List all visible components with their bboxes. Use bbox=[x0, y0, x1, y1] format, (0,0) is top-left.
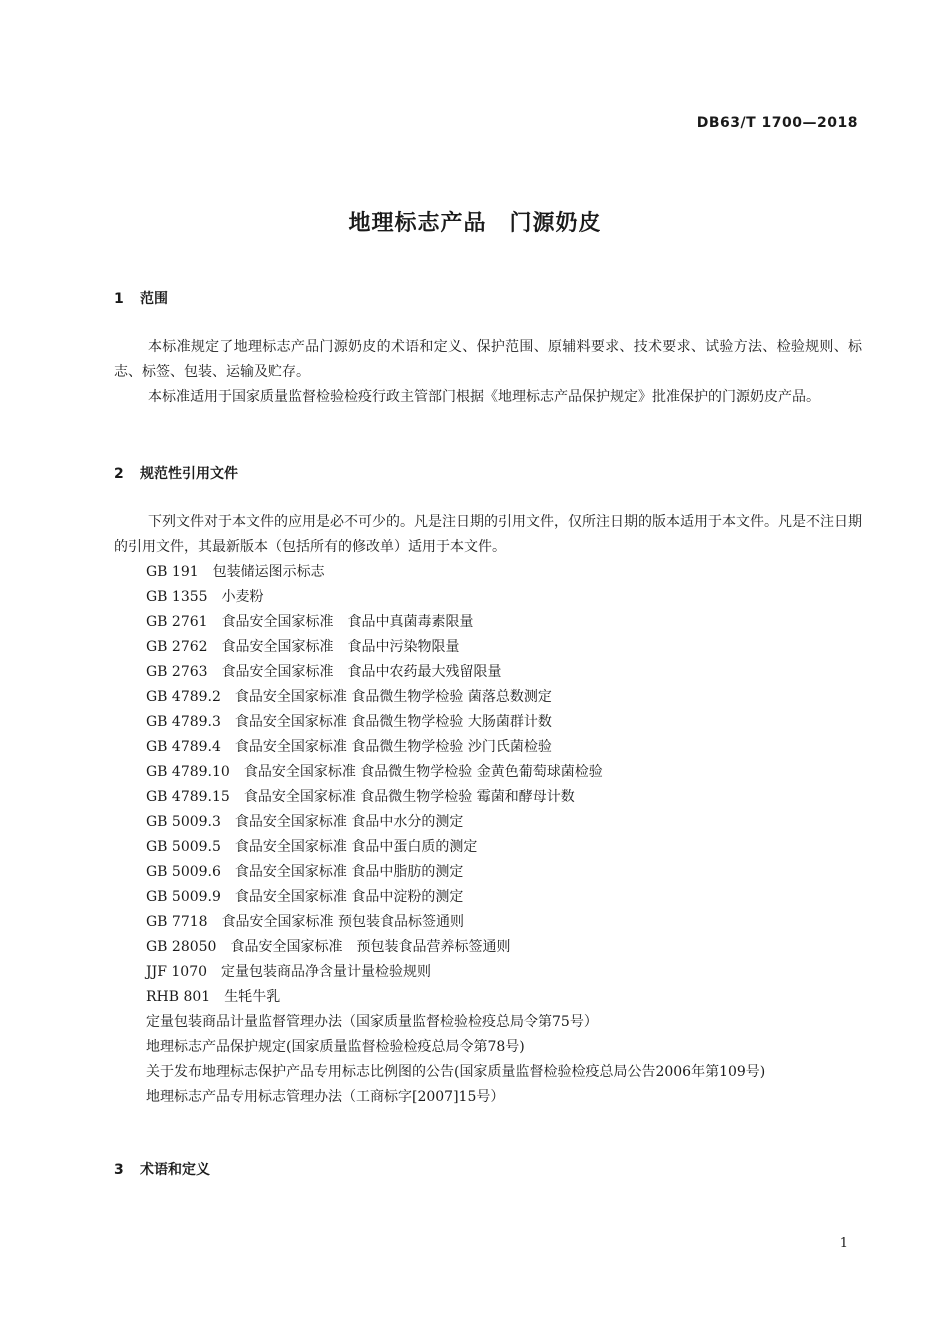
reference-title: 食品安全国家标准 食品中真菌毒素限量 bbox=[221, 614, 474, 630]
reference-item bbox=[146, 785, 862, 810]
reference-title: 地理标志产品专用标志管理办法（工商标字[2007]15号） bbox=[146, 1089, 505, 1105]
reference-item bbox=[146, 735, 862, 760]
reference-code: GB 191 bbox=[146, 564, 199, 580]
reference-title: 食品安全国家标准 食品中脂肪的测定 bbox=[234, 864, 464, 880]
reference-code: GB 4789.2 bbox=[146, 689, 221, 705]
reference-code: GB 4789.10 bbox=[146, 764, 230, 780]
reference-title: 食品安全国家标准 食品微生物学检验 菌落总数测定 bbox=[234, 689, 552, 705]
reference-item bbox=[146, 835, 862, 860]
document-title: 地理标志产品 门源奶皮 bbox=[348, 211, 602, 236]
reference-code: GB 5009.3 bbox=[146, 814, 221, 830]
reference-item bbox=[146, 885, 862, 910]
section-heading-terms-definitions bbox=[114, 1159, 210, 1179]
page-number: 1 bbox=[839, 1236, 848, 1251]
reference-title: 食品安全国家标准 食品中污染物限量 bbox=[221, 639, 460, 655]
reference-title: 食品安全国家标准 食品中蛋白质的测定 bbox=[234, 839, 478, 855]
reference-title: 定量包装商品净含量计量检验规则 bbox=[221, 964, 432, 980]
reference-code: GB 2761 bbox=[146, 614, 208, 630]
reference-title: 食品安全国家标准 食品中农药最大残留限量 bbox=[221, 664, 502, 680]
reference-title: 食品安全国家标准 预包装食品标签通则 bbox=[221, 914, 465, 930]
reference-list bbox=[146, 560, 862, 1110]
reference-title: 食品安全国家标准 食品中淀粉的测定 bbox=[234, 889, 464, 905]
scope-paragraph-2: 本标准适用于国家质量监督检验检疫行政主管部门根据《地理标志产品保护规定》批准保护的门源奶皮产品。 bbox=[148, 389, 820, 405]
reference-title: 食品安全国家标准 食品微生物学检验 沙门氏菌检验 bbox=[234, 739, 552, 755]
reference-title: 地理标志产品保护规定(国家质量监督检验检疫总局令第78号) bbox=[146, 1039, 525, 1055]
reference-title: 食品安全国家标准 食品微生物学检验 大肠菌群计数 bbox=[234, 714, 552, 730]
reference-item bbox=[146, 910, 862, 935]
section-heading-normative-references bbox=[114, 463, 238, 483]
reference-item bbox=[146, 960, 862, 985]
section-number: 1 bbox=[114, 291, 124, 307]
reference-code: GB 1355 bbox=[146, 589, 208, 605]
reference-code: GB 28050 bbox=[146, 939, 217, 955]
reference-title: 包装储运图示标志 bbox=[212, 564, 325, 580]
reference-code: GB 5009.9 bbox=[146, 889, 221, 905]
reference-item bbox=[146, 760, 862, 785]
reference-item bbox=[146, 635, 862, 660]
reference-item bbox=[146, 1035, 862, 1060]
references-intro-paragraph: 下列文件对于本文件的应用是必不可少的。凡是注日期的引用文件，仅所注日期的版本适用于本文件。凡是不注日期的引用文件，其最新版本（包括所有的修改单）适用于本文件。 bbox=[114, 514, 862, 555]
scope-paragraph-1: 本标准规定了地理标志产品门源奶皮的术语和定义、保护范围、原辅料要求、技术要求、试验方法、检验规则、标志、标签、包装、运输及贮存。 bbox=[114, 339, 862, 380]
reference-item bbox=[146, 710, 862, 735]
reference-code: GB 2762 bbox=[146, 639, 208, 655]
reference-title: 生牦牛乳 bbox=[224, 989, 281, 1005]
reference-item bbox=[146, 610, 862, 635]
standard-code: DB63/T 1700—2018 bbox=[696, 115, 858, 131]
section-title: 范围 bbox=[140, 291, 168, 307]
reference-item bbox=[146, 685, 862, 710]
reference-item bbox=[146, 935, 862, 960]
reference-code: JJF 1070 bbox=[146, 964, 208, 980]
reference-item bbox=[146, 860, 862, 885]
section-heading-scope bbox=[114, 288, 168, 308]
reference-title: 食品安全国家标准 预包装食品营养标签通则 bbox=[230, 939, 511, 955]
reference-item bbox=[146, 660, 862, 685]
section-number: 3 bbox=[114, 1162, 124, 1178]
reference-title: 食品安全国家标准 食品微生物学检验 金黄色葡萄球菌检验 bbox=[243, 764, 603, 780]
reference-title: 食品安全国家标准 食品微生物学检验 霉菌和酵母计数 bbox=[243, 789, 575, 805]
reference-code: GB 5009.6 bbox=[146, 864, 221, 880]
reference-item bbox=[146, 560, 862, 585]
reference-code: GB 4789.15 bbox=[146, 789, 230, 805]
reference-code: RHB 801 bbox=[146, 989, 211, 1005]
section-number: 2 bbox=[114, 466, 124, 482]
section-title: 规范性引用文件 bbox=[140, 466, 238, 482]
reference-item bbox=[146, 585, 862, 610]
section-title: 术语和定义 bbox=[140, 1162, 210, 1178]
reference-title: 关于发布地理标志保护产品专用标志比例图的公告(国家质量监督检验检疫总局公告2006年第109号) bbox=[146, 1064, 766, 1080]
reference-code: GB 2763 bbox=[146, 664, 208, 680]
reference-code: GB 7718 bbox=[146, 914, 208, 930]
reference-title: 定量包装商品计量监督管理办法（国家质量监督检验检疫总局令第75号） bbox=[146, 1014, 598, 1030]
reference-code: GB 4789.3 bbox=[146, 714, 221, 730]
reference-item bbox=[146, 1010, 862, 1035]
reference-code: GB 4789.4 bbox=[146, 739, 221, 755]
reference-title: 小麦粉 bbox=[221, 589, 264, 605]
reference-title: 食品安全国家标准 食品中水分的测定 bbox=[234, 814, 464, 830]
reference-item bbox=[146, 810, 862, 835]
reference-code: GB 5009.5 bbox=[146, 839, 221, 855]
reference-item bbox=[146, 985, 862, 1010]
reference-item bbox=[146, 1085, 862, 1110]
reference-item bbox=[146, 1060, 862, 1085]
